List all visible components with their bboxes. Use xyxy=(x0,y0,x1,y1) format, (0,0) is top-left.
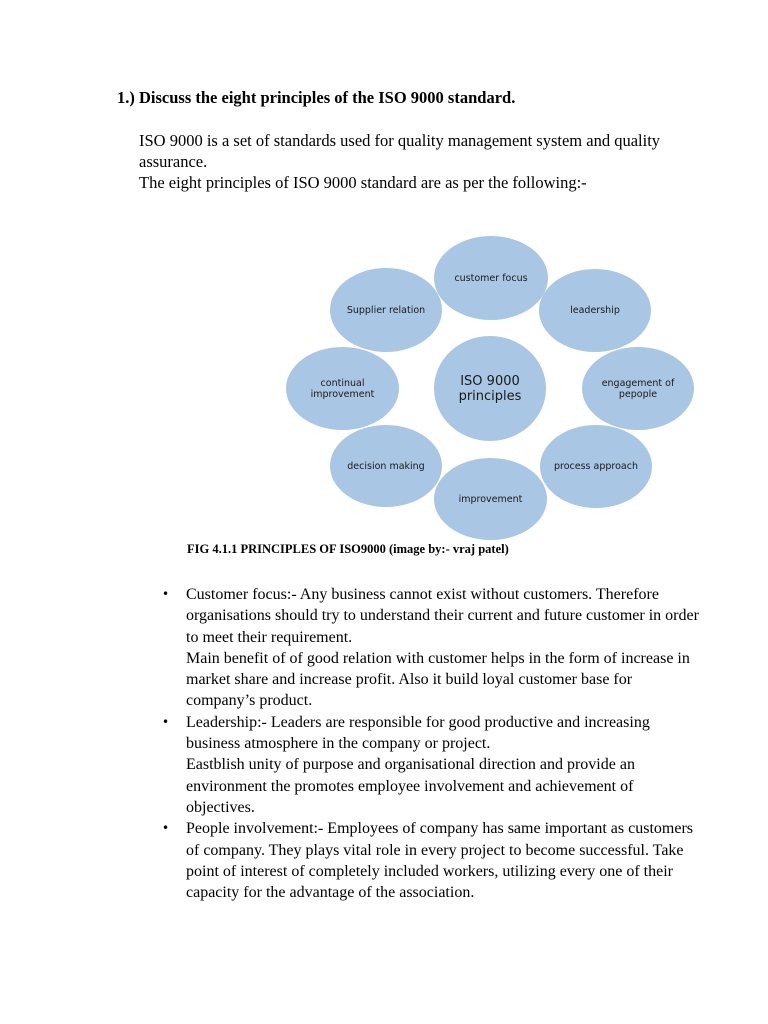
node-customer-focus-label: customer focus xyxy=(454,272,528,284)
figure-caption: FIG 4.1.1 PRINCIPLES OF ISO9000 (image by:- vraj patel) xyxy=(187,542,509,556)
node-center-label: ISO 9000 principles xyxy=(458,373,522,404)
node-continual-improvement xyxy=(286,347,399,430)
bullet-extra-text: Main benefit of of good relation with customer helps in the form of increase in market share and increase profit. Also it build loyal customer base for company’s product. xyxy=(186,649,690,710)
bullet-extra-text: Eastblish unity of purpose and organisational direction and provide an environment the promotes employee involvement and achievement of objectives. xyxy=(186,756,635,816)
node-leadership-label: leadership xyxy=(570,305,620,316)
node-improvement-label: improvement xyxy=(458,493,523,505)
bullet-leadership xyxy=(160,712,700,818)
bullet-text: Leadership:- Leaders are responsible for good productive and increasing business atmosphere in the company or project. xyxy=(186,713,650,753)
node-supplier-relation-label: Supplier relation xyxy=(346,304,426,316)
iso-principles-diagram xyxy=(280,230,675,545)
node-decision-making xyxy=(330,425,442,507)
node-center-iso-9000 xyxy=(434,336,546,441)
node-engagement-label: engagement of pepople xyxy=(601,377,675,400)
intro-line-1: ISO 9000 is a set of standards used for quality management system and quality assurance. xyxy=(139,131,661,171)
node-process-approach-label: process approach xyxy=(554,461,638,472)
bullet-dot: • xyxy=(162,821,170,836)
bullet-dot: • xyxy=(162,587,170,601)
bullet-people-involvement xyxy=(160,818,700,903)
bullet-dot: • xyxy=(162,714,170,729)
bullet-customer-focus xyxy=(160,584,700,712)
node-leadership xyxy=(539,269,651,352)
question-heading: 1.) Discuss the eight principles of the ISO 9000 standard. xyxy=(117,88,516,107)
node-continual-improvement-label: continual improvement xyxy=(310,377,375,400)
principles-bullet-list xyxy=(160,584,700,903)
node-decision-making-label: decision making xyxy=(347,460,425,472)
node-customer-focus xyxy=(434,236,548,320)
node-improvement xyxy=(434,458,547,540)
node-engagement xyxy=(582,347,694,430)
node-supplier-relation xyxy=(330,268,442,352)
node-process-approach xyxy=(540,425,652,508)
bullet-text: People involvement:- Employees of company has same important as customers of company. They plays vital role in every project to become successful. Take point of interest of completely included workers, utilizing every one of their capacity for the advantage of the association. xyxy=(186,820,693,902)
bullet-text: Customer focus:- Any business cannot exist without customers. Therefore organisations should try to understand their current and future customer in order to meet their requirement. xyxy=(186,586,699,646)
intro-paragraph xyxy=(139,130,699,193)
intro-line-2: The eight principles of ISO 9000 standard are as per the following:- xyxy=(139,173,587,192)
